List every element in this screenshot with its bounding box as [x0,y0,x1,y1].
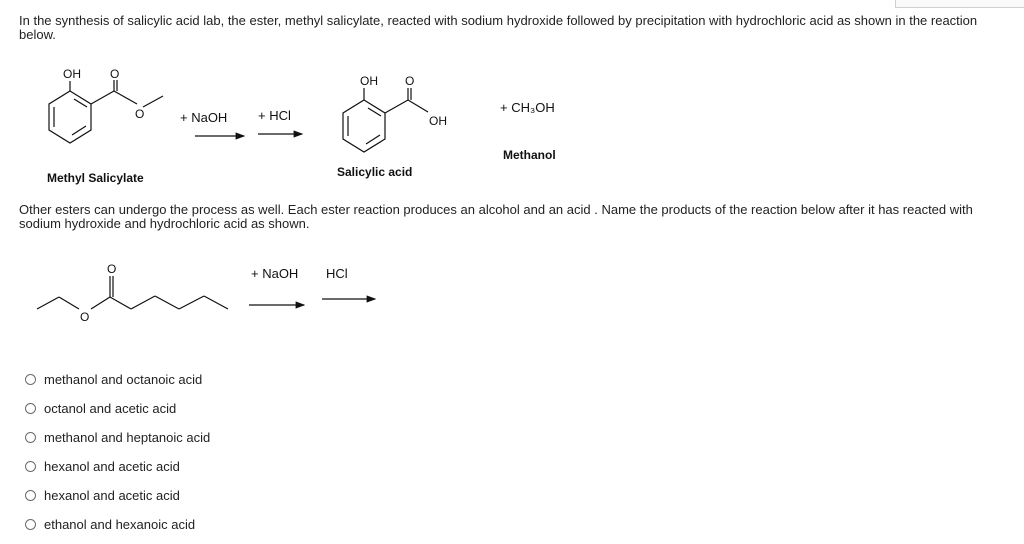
radio-button[interactable] [25,432,36,443]
methyl-salicylate-ester-o-label: O [135,107,145,121]
methyl-salicylate-carbonyl-o-label: O [110,67,120,81]
answer-option[interactable] [25,514,195,534]
reagent-hcl-1: + HCl [258,108,291,123]
answer-option-label: ethanol and hexanoic acid [44,516,196,532]
answer-option-label: methanol and heptanoic acid [44,429,211,445]
answer-option[interactable] [25,398,176,418]
ester-structure-2 [37,276,228,309]
salicylic-acid-oh-label: OH [360,74,378,88]
salicylic-acid-structure [343,88,428,152]
answer-option[interactable] [25,485,180,505]
salicylic-acid-carbonyl-o-label: O [405,74,415,88]
radio-button[interactable] [25,519,36,530]
salicylic-acid-acid-oh-label: OH [429,114,447,128]
reagent-naoh-1: + NaOH [180,110,228,125]
answer-option-label: hexanol and acetic acid [44,458,180,474]
radio-button[interactable] [25,374,36,385]
answer-option[interactable] [25,427,210,447]
radio-button[interactable] [25,461,36,472]
answer-option[interactable] [25,456,180,476]
reagent-hcl-2: HCl [326,266,348,281]
radio-button[interactable] [25,403,36,414]
ester2-carbonyl-o-label: O [107,262,117,276]
question-intro: In the synthesis of salicylic acid lab, the ester, methyl salicylate, reacted with sodium hydroxide followed by precipitation with hydrochloric acid as shown in the reaction below. [19,13,978,42]
radio-button[interactable] [25,490,36,501]
byproduct-methanol-formula: + CH₃OH [500,100,555,115]
label-methanol: Methanol [503,148,556,162]
answer-option-label: octanol and acetic acid [44,400,177,416]
answer-option-label: hexanol and acetic acid [44,487,180,503]
answer-option-label: methanol and octanoic acid [44,371,203,387]
question-prompt: Other esters can undergo the process as well. Each ester reaction produces an alcohol and an acid . Name the products of the reaction below after it has reacted with sodium hydroxide and hydrochloric acid as shown. [19,202,973,231]
label-salicylic-acid: Salicylic acid [337,165,413,179]
methyl-salicylate-structure [49,80,163,143]
ester2-ester-o-label: O [80,310,90,324]
answer-option[interactable] [25,369,202,389]
label-methyl-salicylate: Methyl Salicylate [47,171,144,185]
reagent-naoh-2: + NaOH [251,266,299,281]
methyl-salicylate-oh-label: OH [63,67,81,81]
